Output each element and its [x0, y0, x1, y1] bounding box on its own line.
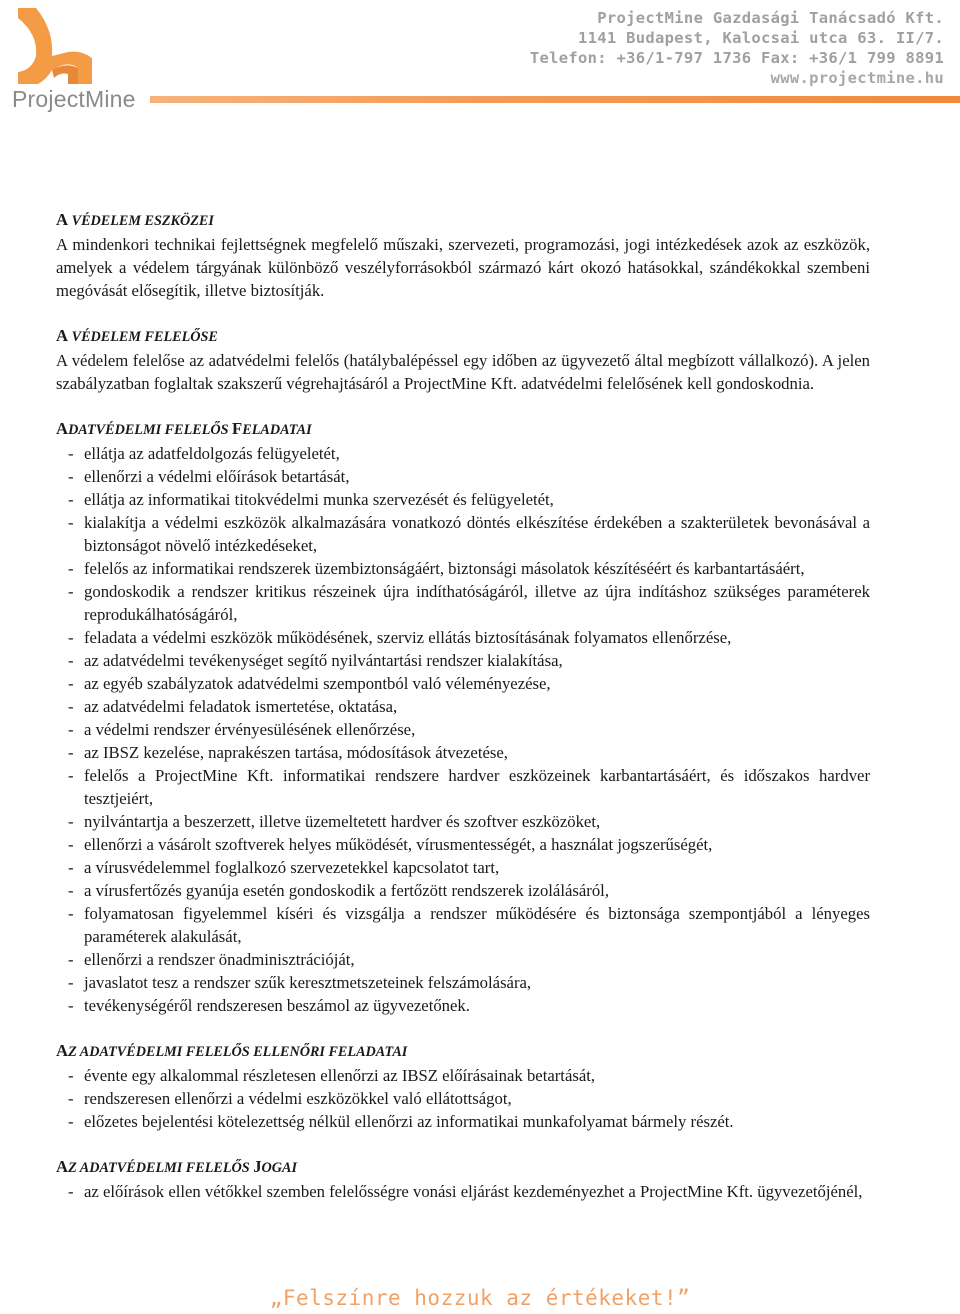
- section-felelos-jogai: [56, 1155, 870, 1203]
- section-paragraph: A mindenkori technikai fejlettségnek megfelelő műszaki, szervezeti, programozási, jogi intézkedések azok az eszközök, amelyek a védelem tárgyának különböző veszélyforrásokból származó kárt okozó hatásokkal, szándékokkal szembeni megóvását elősegítik, illetve biztosítják.: [56, 235, 870, 300]
- list-item: - kialakítja a védelmi eszközök alkalmazására vonatkozó döntés elkészítése érdekében a szakterületek bevonásával a biztonságot növelő intézkedéseket,: [56, 511, 870, 557]
- list-item: - évente egy alkalommal részletesen ellenőrzi az IBSZ előírásainak betartását,: [56, 1064, 870, 1087]
- section-heading: A VÉDELEM ESZKÖZEI: [56, 210, 214, 229]
- section-heading: A VÉDELEM FELELŐSE: [56, 326, 218, 345]
- section-felelos-feladatai: [56, 417, 870, 1017]
- list-item: - az adatvédelmi feladatok ismertetése, oktatása,: [56, 695, 870, 718]
- list-item: - ellátja az informatikai titokvédelmi munka szervezését és felügyeletét,: [56, 488, 870, 511]
- list-item: - felelős az informatikai rendszerek üzembiztonságáért, biztonsági másolatok készítéséért és karbantartásáért,: [56, 557, 870, 580]
- logo-wordmark: ProjectMine: [12, 86, 136, 112]
- section-heading: AZ ADATVÉDELMI FELELŐS ELLENŐRI FELADATAI: [56, 1041, 408, 1060]
- section-paragraph: A védelem felelőse az adatvédelmi felelős (hatálybalépéssel egy időben az ügyvezető által megbízott vállalkozó). A jelen szabályzatban foglaltak szakszerű végrehajtásáról a ProjectMine Kft. adatvédelmi felelősének kell gondoskodnia.: [56, 351, 870, 393]
- list-item: - a vírusfertőzés gyanúja esetén gondoskodik a fertőzött rendszerek izolálásáról,: [56, 879, 870, 902]
- section-heading: ADATVÉDELMI FELELŐS FELADATAI: [56, 419, 312, 438]
- list-item: - az egyéb szabályzatok adatvédelmi szempontból való véleményezése,: [56, 672, 870, 695]
- company-website: www.projectmine.hu: [770, 69, 944, 87]
- header-divider: [150, 96, 960, 103]
- list-item: - ellenőrzi a vásárolt szoftverek helyes működését, vírusmentességét, a használat jogszerűségét,: [56, 833, 870, 856]
- company-phone-fax: Telefon: +36/1-797 1736 Fax: +36/1 799 8891: [529, 49, 944, 67]
- list-item: - gondoskodik a rendszer kritikus részeinek újra indíthatóságáról, illetve az újra indításhoz szükséges paraméterek reprodukálhatóságáról,: [56, 580, 870, 626]
- list-item: - feladata a védelmi eszközök működésének, szerviz ellátás biztosításának folyamatos ellenőrzése,: [56, 626, 870, 649]
- section-vedelem-eszkozei: [56, 208, 870, 302]
- list-item: - a vírusvédelemmel foglalkozó szervezetekkel kapcsolatot tart,: [56, 856, 870, 879]
- company-contact: [530, 8, 944, 88]
- list-item: - az IBSZ kezelése, naprakészen tartása, módosítások átvezetése,: [56, 741, 870, 764]
- document-body: [56, 208, 870, 1225]
- list-item: - tevékenységéről rendszeresen beszámol az ügyvezetőnek.: [56, 994, 870, 1017]
- list-item: - ellátja az adatfeldolgozás felügyeletét,: [56, 442, 870, 465]
- ellenori-list: [56, 1064, 870, 1133]
- list-item: - ellenőrzi a védelmi előírások betartását,: [56, 465, 870, 488]
- section-heading: AZ ADATVÉDELMI FELELŐS JOGAI: [56, 1157, 298, 1176]
- list-item: - az adatvédelmi tevékenységet segítő nyilvántartási rendszer kialakítása,: [56, 649, 870, 672]
- list-item: - javaslatot tesz a rendszer szűk keresztmetszeteinek felszámolására,: [56, 971, 870, 994]
- section-vedelem-felelose: [56, 324, 870, 395]
- feladatai-list: [56, 442, 870, 1017]
- jogai-list: [56, 1180, 870, 1203]
- company-address: 1141 Budapest, Kalocsai utca 63. II/7.: [577, 29, 944, 47]
- list-item: - a védelmi rendszer érvényesülésének ellenőrzése,: [56, 718, 870, 741]
- company-name: ProjectMine Gazdasági Tanácsadó Kft.: [597, 9, 944, 27]
- list-item: - felelős a ProjectMine Kft. informatikai rendszere hardver eszközeinek karbantartásáért, és időszakos hardver tesztjeiért,: [56, 764, 870, 810]
- list-item: - az előírások ellen vétőkkel szemben felelősségre vonási eljárást kezdeményezhet a ProjectMine Kft. ügyvezetőjénél,: [56, 1180, 870, 1203]
- list-item: - rendszeresen ellenőrzi a védelmi eszközökkel való ellátottságot,: [56, 1087, 870, 1110]
- list-item: - előzetes bejelentési kötelezettség nélkül ellenőrzi az informatikai munkafolyamat bármely részét.: [56, 1110, 870, 1133]
- list-item: - ellenőrzi a rendszer önadminisztrációját,: [56, 948, 870, 971]
- section-ellenori-feladatai: [56, 1039, 870, 1133]
- footer-slogan: „Felszínre hozzuk az értékeket!”: [269, 1286, 691, 1310]
- list-item: - nyilvántartja a beszerzett, illetve üzemeltetett hardver és szoftver eszközöket,: [56, 810, 870, 833]
- list-item: - folyamatosan figyelemmel kíséri és vizsgálja a rendszer működésére és biztonsága szempontjából a lényeges paraméterek alakulását,: [56, 902, 870, 948]
